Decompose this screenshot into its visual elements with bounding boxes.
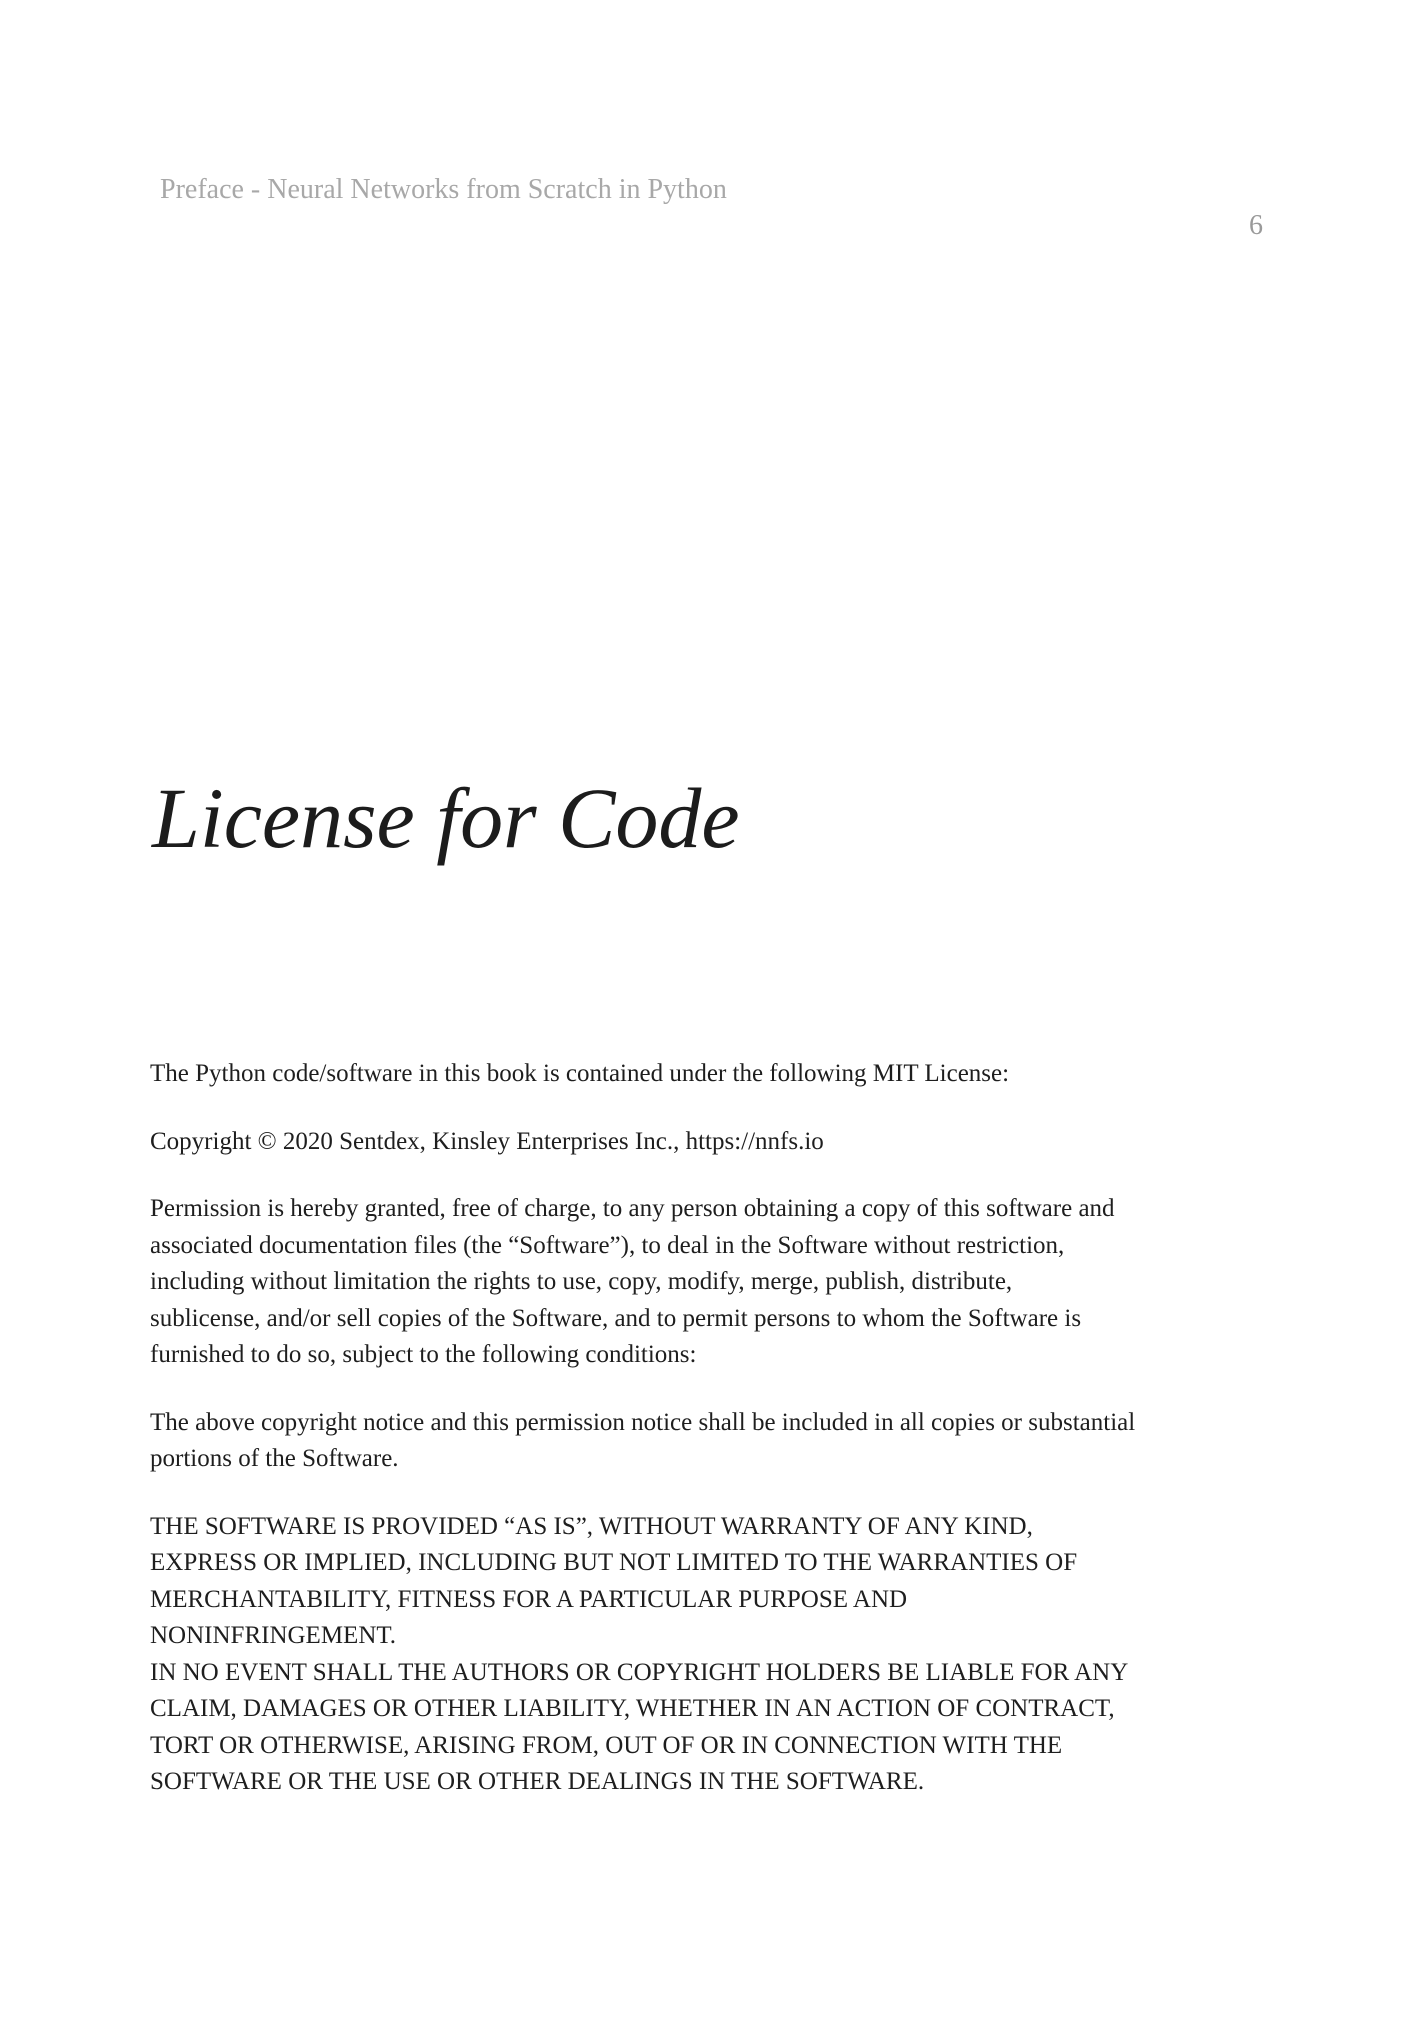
license-line: NONINFRINGEMENT. bbox=[150, 1622, 397, 1649]
chapter-title: License for Code bbox=[152, 770, 740, 866]
license-line: The above copyright notice and this permission notice shall be included in all copies or substantial bbox=[150, 1408, 1136, 1436]
license-line: sublicense, and/or sell copies of the Software, and to permit persons to whom the Software is bbox=[150, 1304, 1082, 1332]
license-line: including without limitation the rights to use, copy, modify, merge, publish, distribute, bbox=[150, 1268, 1013, 1295]
license-line: furnished to do so, subject to the following conditions: bbox=[150, 1341, 697, 1368]
license-line: Copyright © 2020 Sentdex, Kinsley Enterprises Inc., https://nnfs.io bbox=[150, 1127, 824, 1155]
license-line: EXPRESS OR IMPLIED, INCLUDING BUT NOT LIMITED TO THE WARRANTIES OF bbox=[150, 1549, 1078, 1576]
license-line: CLAIM, DAMAGES OR OTHER LIABILITY, WHETHER IN AN ACTION OF CONTRACT, bbox=[150, 1695, 1115, 1722]
license-line: MERCHANTABILITY, FITNESS FOR A PARTICULAR PURPOSE AND bbox=[150, 1585, 908, 1613]
license-intro-paragraph bbox=[150, 1056, 1340, 1093]
license-line: associated documentation files (the “Software”), to deal in the Software without restriction, bbox=[150, 1231, 1065, 1259]
license-body bbox=[150, 1056, 1340, 1826]
license-line: Permission is hereby granted, free of charge, to any person obtaining a copy of this software and bbox=[150, 1195, 1115, 1222]
running-header: Preface - Neural Networks from Scratch in Python bbox=[160, 174, 727, 205]
license-line: TORT OR OTHERWISE, ARISING FROM, OUT OF OR IN CONNECTION WITH THE bbox=[150, 1731, 1063, 1759]
license-line: THE SOFTWARE IS PROVIDED “AS IS”, WITHOUT WARRANTY OF ANY KIND, bbox=[150, 1512, 1033, 1540]
license-line: portions of the Software. bbox=[150, 1445, 399, 1472]
license-line: SOFTWARE OR THE USE OR OTHER DEALINGS IN THE SOFTWARE. bbox=[150, 1768, 925, 1795]
page-number: 6 bbox=[1249, 210, 1263, 241]
license-line: The Python code/software in this book is contained under the following MIT License: bbox=[150, 1060, 1010, 1087]
license-copyright-paragraph bbox=[150, 1124, 1340, 1161]
license-line: IN NO EVENT SHALL THE AUTHORS OR COPYRIGHT HOLDERS BE LIABLE FOR ANY bbox=[150, 1658, 1129, 1686]
